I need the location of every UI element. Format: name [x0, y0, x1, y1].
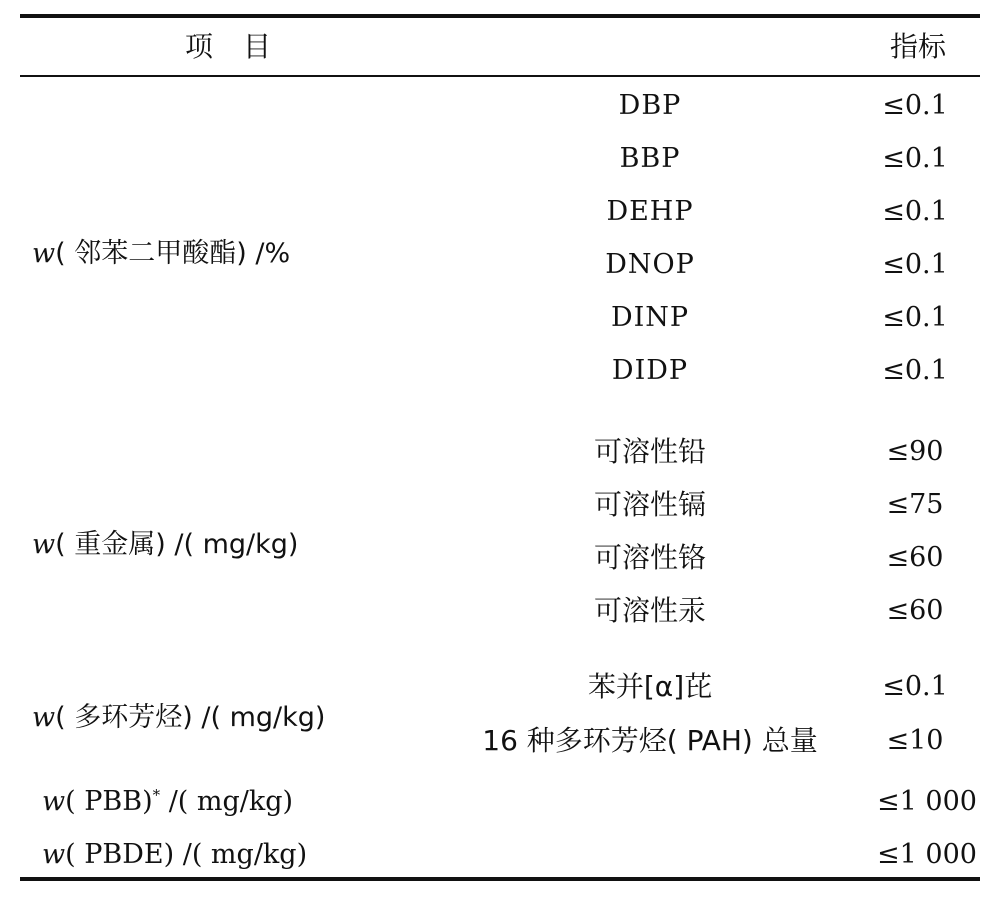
row-unit: /( mg/kg) — [160, 786, 294, 817]
row-label-pbb — [42, 788, 293, 815]
group-label-phthalates — [32, 240, 290, 267]
table-top-rule — [20, 14, 980, 18]
group-label-text: ( 邻苯二甲酸酯) /% — [55, 238, 291, 269]
group-var: w — [32, 238, 56, 269]
table-row-limit: ≤0.1 — [882, 302, 948, 333]
table-row-name: DNOP — [605, 249, 695, 280]
footnote-marker: * — [152, 786, 161, 804]
table-row-name: DEHP — [606, 196, 694, 227]
table-row-name: DINP — [610, 302, 690, 333]
row-var: w — [42, 786, 66, 817]
group-label-heavy-metals — [32, 531, 298, 558]
table-row-name: DIDP — [611, 355, 689, 386]
row-label-pbde — [42, 841, 307, 868]
table-row-name: 可溶性镉 — [593, 488, 706, 521]
table-row-limit: ≤60 — [886, 595, 944, 626]
table-row-name: 苯并[α]芘 — [587, 670, 713, 703]
table-row-limit: ≤0.1 — [882, 143, 948, 174]
group-var: w — [32, 702, 56, 733]
row-label-text: ( PBDE) /( mg/kg) — [65, 839, 308, 870]
row-var: w — [42, 839, 66, 870]
table-row-name: BBP — [619, 143, 681, 174]
table-row-name: 16 种多环芳烃( PAH) 总量 — [482, 724, 818, 757]
table-row-limit: ≤10 — [886, 725, 944, 756]
table-row-name: 可溶性铬 — [593, 541, 706, 574]
group-var: w — [32, 529, 56, 560]
table-row-limit: ≤75 — [886, 489, 944, 520]
table-row-limit: ≤1 000 — [877, 839, 977, 870]
table-row-limit: ≤0.1 — [882, 671, 948, 702]
table-row-name: DBP — [618, 90, 682, 121]
table-header-rule — [20, 75, 980, 77]
group-label-text: ( 重金属) /( mg/kg) — [55, 529, 299, 560]
header-index: 指标 — [890, 30, 947, 63]
group-label-pah — [32, 704, 325, 731]
header-item: 项目 — [185, 30, 302, 63]
table-row-name: 可溶性汞 — [593, 594, 706, 627]
table-row-limit: ≤0.1 — [882, 355, 948, 386]
table-row-limit: ≤1 000 — [877, 786, 977, 817]
group-label-text: ( 多环芳烃) /( mg/kg) — [55, 702, 326, 733]
table-row-limit: ≤60 — [886, 542, 944, 573]
row-label-text: ( PBB) — [65, 786, 153, 817]
table-row-name: 可溶性铅 — [593, 435, 706, 468]
table-row-limit: ≤0.1 — [882, 90, 948, 121]
table-bottom-rule — [20, 877, 980, 881]
table-row-limit: ≤90 — [886, 436, 944, 467]
table-row-limit: ≤0.1 — [882, 249, 948, 280]
table-row-limit: ≤0.1 — [882, 196, 948, 227]
